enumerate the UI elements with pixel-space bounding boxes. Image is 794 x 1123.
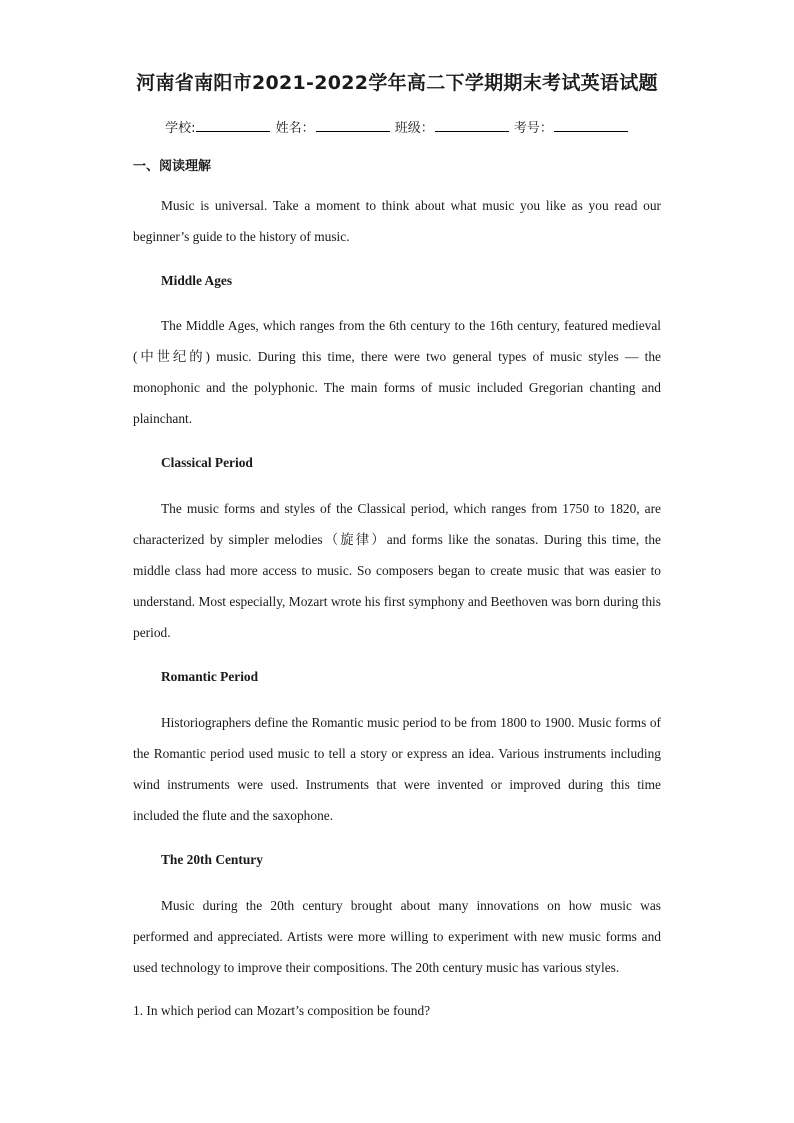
paragraph-classical: The music forms and styles of the Classical period, which ranges from 1750 to 1820, are characterized by simpler melodies（旋律）and forms like the sonatas. During this time, the middle class had more access to music. So composers began to create music that was easier to understand. Most especially, Mozart wrote his first symphony and Beethoven was born during this period. xyxy=(133,501,661,640)
number-label: 考号： xyxy=(513,121,553,136)
intro-paragraph: Music is universal. Take a moment to think about what music you like as you read our beginner’s guide to the history of music. xyxy=(133,198,661,244)
student-info-line xyxy=(0,117,794,136)
heading-romantic: Romantic Period xyxy=(161,669,259,684)
heading-middle-ages: Middle Ages xyxy=(161,273,233,288)
name-blank xyxy=(316,118,390,132)
class-blank xyxy=(435,118,509,132)
paragraph-20th-century: Music during the 20th century brought about many innovations on how music was performed and appreciated. Artists were more willing to experiment with new music forms and used technology to improve their compositions. The 20th century music has various styles. xyxy=(133,898,661,975)
school-label: 学校: xyxy=(165,121,196,136)
section-title: 一、阅读理解 xyxy=(133,159,212,174)
paragraph-romantic: Historiographers define the Romantic music period to be from 1800 to 1900. Music forms of the Romantic period used music to tell a story or express an idea. Various instruments including wind instruments were used. Instruments that were invented or improved during this time included the flute and the saxophone. xyxy=(133,715,661,823)
class-label: 班级： xyxy=(394,121,434,136)
school-blank xyxy=(196,118,270,132)
question-1: 1. In which period can Mozart’s composition be found? xyxy=(133,1003,431,1018)
heading-classical: Classical Period xyxy=(161,455,253,470)
number-blank xyxy=(554,118,628,132)
name-label: 姓名： xyxy=(275,121,315,136)
heading-20th-century: The 20th Century xyxy=(161,852,263,867)
paragraph-middle-ages: The Middle Ages, which ranges from the 6th century to the 16th century, featured medieval (中世纪的) music. During this time, there were two general types of music styles — the monophonic and the polyphonic. The main forms of music included Gregorian chanting and plainchant. xyxy=(133,318,661,426)
page-title: 河南省南阳市2021-2022学年高二下学期期末考试英语试题 xyxy=(136,72,658,94)
